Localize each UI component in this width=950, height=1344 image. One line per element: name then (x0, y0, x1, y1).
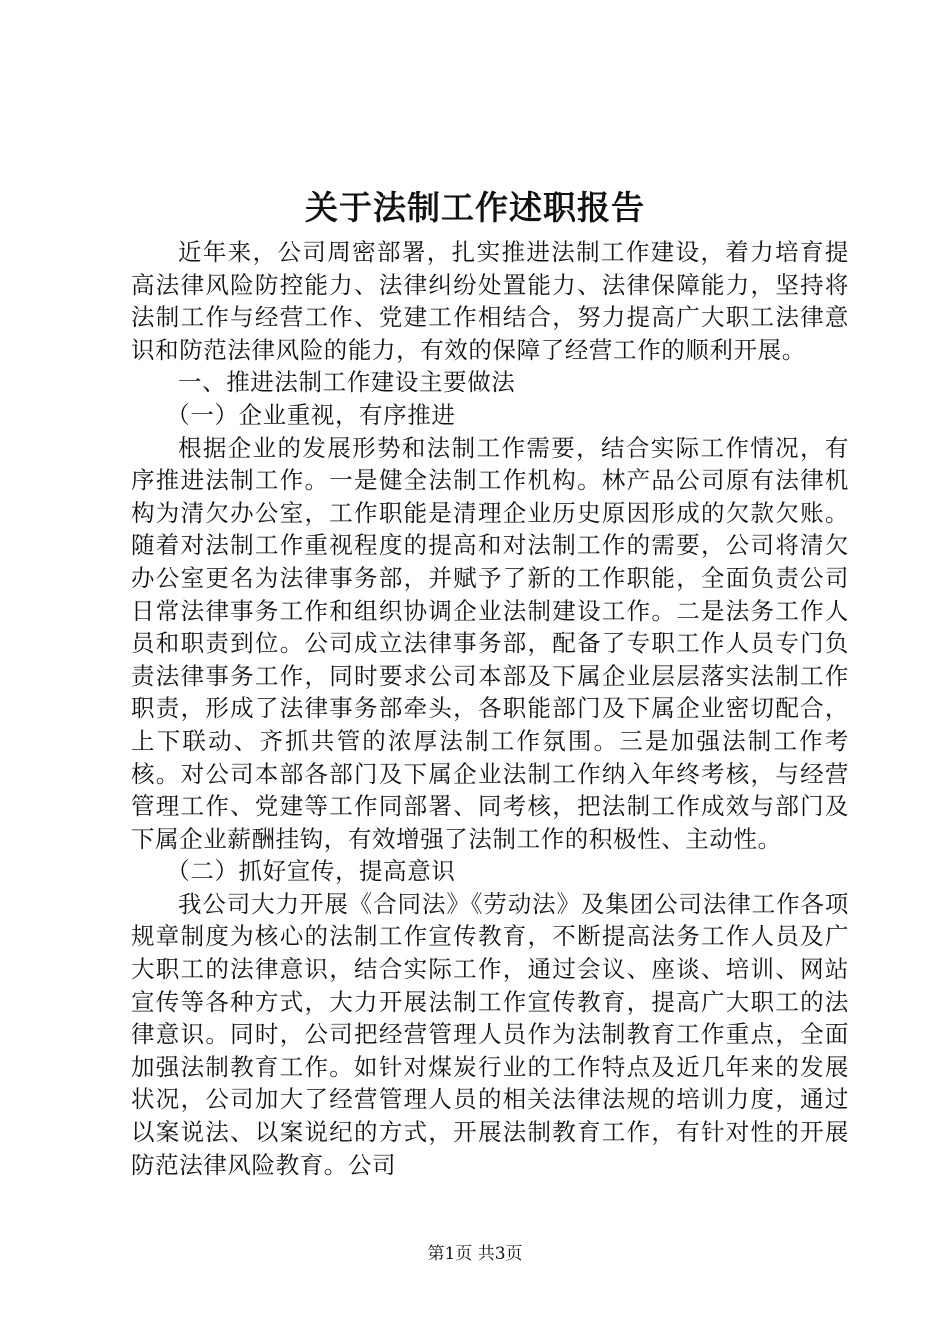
section-heading-1: 一、推进法制工作建设主要做法 (178, 368, 516, 397)
subsection-heading-1: （一）企业重视，有序推进 (166, 400, 456, 429)
page-number-footer: 第1页 共3页 (427, 1244, 523, 1264)
paragraph-body-2: 我公司大力开展《合同法》《劳动法》及集团公司法律工作各项规章制度为核心的法制工作宣传教育，不断提高法务工作人员及广大职工的法律意识，结合实际工作，通过会议、座谈、培训、网站宣传等各种方式，大力开展法制工作宣传教育，提高广大职工的法律意识。同时，公司把经营管理人员作为法制教育工作重点，全面加强法制教育工作。如针对煤炭行业的工作特点及近几年来的发展状况，公司加大了经营管理人员的相关法律法规的培训力度，通过以案说法、以案说纪的方式，开展法制教育工作，有针对性的开展防范法律风险教育。公司 (131, 889, 849, 1179)
paragraph-body-1: 根据企业的发展形势和法制工作需要，结合实际工作情况，有序推进法制工作。一是健全法制工作机构。林产品公司原有法律机构为清欠办公室，工作职能是清理企业历史原因形成的欠款欠账。随着对法制工作重视程度的提高和对法制工作的需要，公司将清欠办公室更名为法律事务部，并赋予了新的工作职能，全面负责公司日常法律事务工作和组织协调企业法制建设工作。二是法务工作人员和职责到位。公司成立法律事务部，配备了专职工作人员专门负责法律事务工作，同时要求公司本部及下属企业层层落实法制工作职责，形成了法律事务部牵头，各职能部门及下属企业密切配合，上下联动、齐抓共管的浓厚法制工作氛围。三是加强法制工作考核。对公司本部各部门及下属企业法制工作纳入年终考核，与经营管理工作、党建等工作同部署、同考核，把法制工作成效与部门及下属企业薪酬挂钩，有效增强了法制工作的积极性、主动性。 (131, 433, 849, 853)
subsection-heading-2: （二）抓好宣传，提高意识 (166, 857, 456, 886)
document-body (131, 236, 849, 1181)
paragraph-intro: 近年来，公司周密部署，扎实推进法制工作建设，着力培育提高法律风险防控能力、法律纠纷处置能力、法律保障能力，坚持将法制工作与经营工作、党建工作相结合，努力提高广大职工法律意识和防范法律风险的能力，有效的保障了经营工作的顺利开展。 (131, 238, 849, 364)
document-title: 关于法制工作述职报告 (305, 188, 645, 227)
